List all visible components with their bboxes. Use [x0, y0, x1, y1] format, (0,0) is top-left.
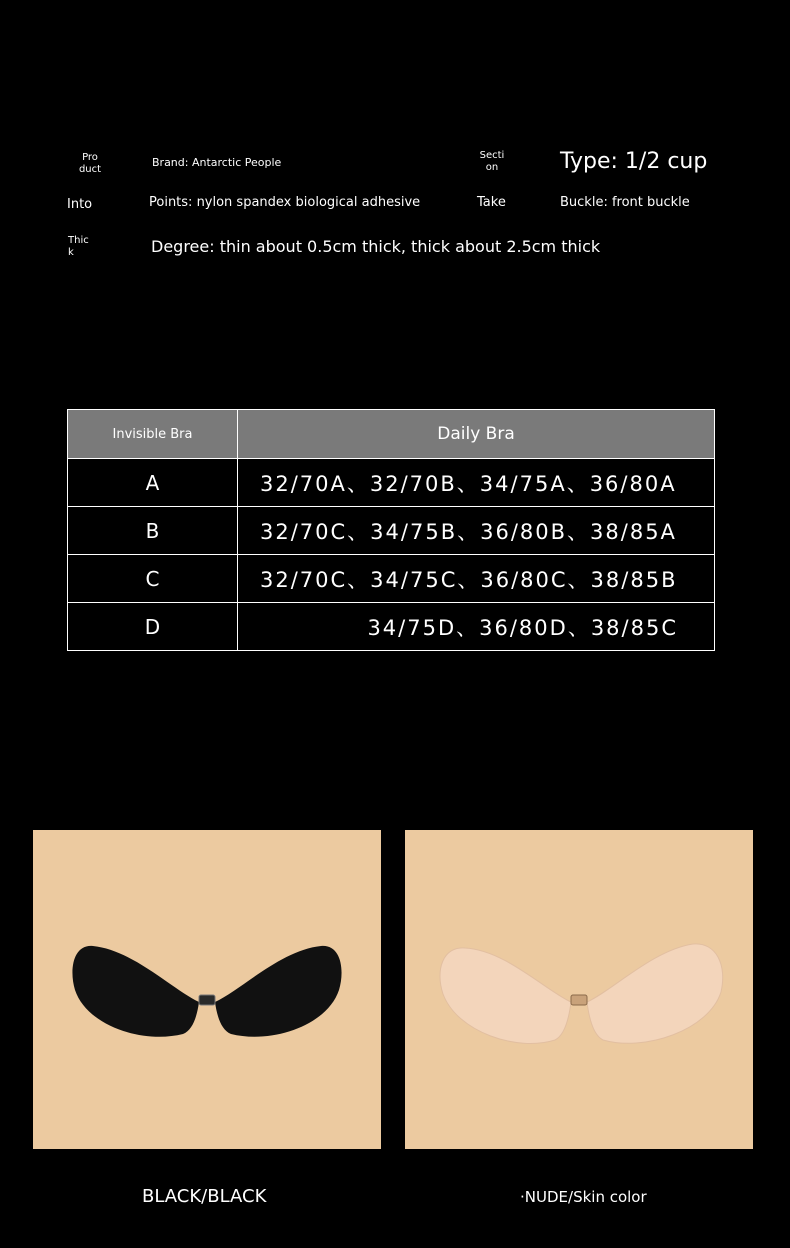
nude-bra-icon	[405, 830, 753, 1149]
section-label	[476, 150, 508, 174]
into-label: Into	[67, 197, 93, 212]
size-table-header	[68, 410, 715, 459]
points-value: Points: nylon spandex biological adhesive	[149, 195, 421, 210]
section-label-line1: Secti	[479, 150, 505, 161]
cup-cell: D	[68, 603, 238, 651]
degree-value: Degree: thin about 0.5cm thick, thick about 2.5cm thick	[151, 237, 601, 256]
thick-label-line1: Thic	[68, 235, 89, 246]
buckle-value: Buckle: front buckle	[560, 195, 690, 210]
nude-bra-image	[405, 830, 753, 1149]
sizes-cell: 32/70C、34/75C、36/80C、38/85B	[238, 555, 715, 603]
nude-bullet: ·	[520, 1188, 525, 1206]
cup-cell: B	[68, 507, 238, 555]
size-table	[67, 409, 715, 651]
nude-caption: NUDE/Skin color	[524, 1188, 647, 1206]
table-row	[68, 555, 715, 603]
sizes-cell: 34/75D、36/80D、38/85C	[238, 603, 715, 651]
section-label-line2: on	[485, 162, 499, 173]
table-row	[68, 603, 715, 651]
brand-value: Brand: Antarctic People	[152, 156, 282, 169]
sizes-cell: 32/70C、34/75B、36/80B、38/85A	[238, 507, 715, 555]
product-label	[70, 152, 110, 176]
take-label: Take	[477, 195, 506, 210]
black-bra-image	[33, 830, 381, 1149]
cup-cell: A	[68, 459, 238, 507]
thick-label	[68, 235, 89, 259]
nude-caption-wrap	[520, 1188, 647, 1206]
table-row	[68, 507, 715, 555]
sizes-cell: 32/70A、32/70B、34/75A、36/80A	[238, 459, 715, 507]
header-invisible-bra: Invisible Bra	[68, 410, 238, 459]
product-label-line2: duct	[78, 164, 102, 175]
header-daily-bra: Daily Bra	[238, 410, 715, 459]
cup-cell: C	[68, 555, 238, 603]
thick-label-line2: k	[68, 247, 74, 258]
black-bra-icon	[33, 830, 381, 1149]
black-caption: BLACK/BLACK	[142, 1186, 267, 1207]
table-row	[68, 459, 715, 507]
type-value: Type: 1/2 cup	[560, 149, 708, 174]
product-label-line1: Pro	[82, 152, 98, 163]
